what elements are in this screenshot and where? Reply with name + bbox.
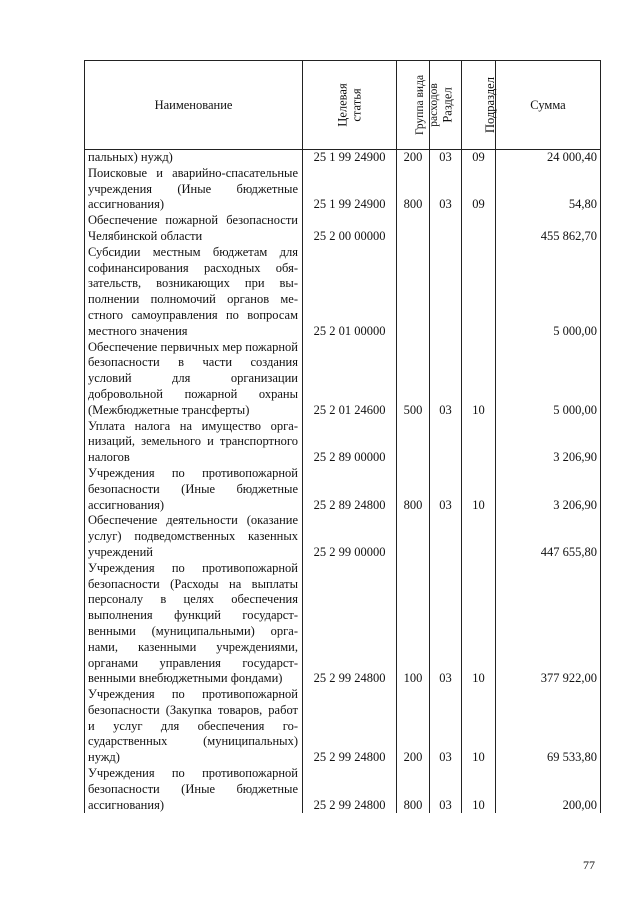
row-name: Обеспечение деятельности (оказание услуг) подведомственных казенных учреждений bbox=[85, 513, 303, 560]
row-group: 500 bbox=[397, 340, 430, 419]
header-group-line1: Группа вида bbox=[414, 74, 427, 136]
header-group-text bbox=[413, 75, 441, 135]
header-name bbox=[85, 61, 303, 150]
table-row bbox=[85, 245, 601, 340]
row-section: 03 bbox=[430, 766, 462, 813]
table-header bbox=[85, 61, 601, 150]
row-section bbox=[430, 513, 462, 560]
row-name: Поисковые и аварийно-спасательные учреждения (Иные бюджетные ассигнования) bbox=[85, 166, 303, 213]
row-name: Учреждения по противопожарной безопасности (Закупка товаров, работ и услуг для обеспечения государственных (муниципальных) нужд) bbox=[85, 687, 303, 766]
header-target-line2: статья bbox=[349, 87, 364, 122]
row-target-code: 25 1 99 24900 bbox=[303, 150, 397, 166]
row-subsection: 10 bbox=[462, 466, 496, 513]
row-section: 03 bbox=[430, 340, 462, 419]
row-target-code: 25 2 99 24800 bbox=[303, 561, 397, 687]
header-subsection-text: Подраздел bbox=[482, 76, 497, 133]
budget-table-container bbox=[84, 60, 600, 813]
row-target-code: 25 2 01 24600 bbox=[303, 340, 397, 419]
row-sum: 69 533,80 bbox=[496, 687, 601, 766]
header-sum bbox=[496, 61, 601, 150]
header-group bbox=[397, 61, 441, 150]
row-subsection: 10 bbox=[462, 766, 496, 813]
row-sum: 54,80 bbox=[496, 166, 601, 213]
row-name: Субсидии местным бюджетам для софинансирования расходных обязательств, возникающих при выполнении полномочий органов местного самоуправления по вопросам местного значения bbox=[85, 245, 303, 340]
row-target-code: 25 2 89 24800 bbox=[303, 466, 397, 513]
table-row bbox=[85, 687, 601, 766]
table-row bbox=[85, 766, 601, 813]
row-target-code: 25 1 99 24900 bbox=[303, 166, 397, 213]
row-sum: 24 000,40 bbox=[496, 150, 601, 166]
row-sum: 200,00 bbox=[496, 766, 601, 813]
row-section: 03 bbox=[430, 166, 462, 213]
row-group bbox=[397, 213, 430, 245]
row-subsection: 09 bbox=[462, 150, 496, 166]
row-target-code: 25 2 01 00000 bbox=[303, 245, 397, 340]
header-subsection bbox=[462, 61, 496, 150]
row-section: 03 bbox=[430, 466, 462, 513]
header-group-line2: расходов bbox=[428, 83, 441, 127]
row-group: 800 bbox=[397, 466, 430, 513]
row-group: 800 bbox=[397, 766, 430, 813]
row-name: Обеспечение первичных мер пожарной безопасности в части создания условий для организации добровольной пожарной охраны (Межбюджетные трансферты) bbox=[85, 340, 303, 419]
row-group: 200 bbox=[397, 150, 430, 166]
row-section bbox=[430, 213, 462, 245]
table-row bbox=[85, 213, 601, 245]
row-section bbox=[430, 419, 462, 466]
row-subsection bbox=[462, 213, 496, 245]
row-group bbox=[397, 245, 430, 340]
row-sum: 455 862,70 bbox=[496, 213, 601, 245]
table-row bbox=[85, 419, 601, 466]
row-section bbox=[430, 245, 462, 340]
row-subsection bbox=[462, 513, 496, 560]
row-sum: 5 000,00 bbox=[496, 245, 601, 340]
row-name: Учреждения по противопожарной безопасности (Расходы на выплаты персоналу в целях обеспечения выполнения функций государственными (муниципальными) органами, казенными учреждениями, органами управления государственными внебюджетными фондами) bbox=[85, 561, 303, 687]
table-row bbox=[85, 166, 601, 213]
row-subsection: 10 bbox=[462, 340, 496, 419]
table-row bbox=[85, 561, 601, 687]
row-subsection bbox=[462, 419, 496, 466]
row-subsection bbox=[462, 245, 496, 340]
row-group bbox=[397, 419, 430, 466]
row-name: пальных) нужд) bbox=[85, 150, 303, 166]
header-name-text: Наименование bbox=[154, 97, 233, 112]
row-group: 200 bbox=[397, 687, 430, 766]
row-section: 03 bbox=[430, 561, 462, 687]
header-target bbox=[303, 61, 397, 150]
row-group: 800 bbox=[397, 166, 430, 213]
row-sum: 3 206,90 bbox=[496, 466, 601, 513]
row-name: Обеспечение пожарной безопасности Челябинской области bbox=[85, 213, 303, 245]
row-sum: 3 206,90 bbox=[496, 419, 601, 466]
row-name: Учреждения по противопожарной безопасности (Иные бюджетные ассигнования) bbox=[85, 766, 303, 813]
header-sum-text: Сумма bbox=[530, 97, 566, 112]
budget-table bbox=[84, 60, 601, 813]
header-target-text bbox=[336, 83, 364, 126]
row-section: 03 bbox=[430, 150, 462, 166]
row-target-code: 25 2 99 00000 bbox=[303, 513, 397, 560]
row-subsection: 10 bbox=[462, 561, 496, 687]
row-section: 03 bbox=[430, 687, 462, 766]
table-row bbox=[85, 513, 601, 560]
row-subsection: 09 bbox=[462, 166, 496, 213]
row-subsection: 10 bbox=[462, 687, 496, 766]
row-sum: 5 000,00 bbox=[496, 340, 601, 419]
row-group: 100 bbox=[397, 561, 430, 687]
table-row bbox=[85, 150, 601, 166]
row-sum: 377 922,00 bbox=[496, 561, 601, 687]
page-number: 77 bbox=[583, 858, 595, 872]
table-row bbox=[85, 340, 601, 419]
row-target-code: 25 2 89 00000 bbox=[303, 419, 397, 466]
row-target-code: 25 2 00 00000 bbox=[303, 213, 397, 245]
table-body bbox=[85, 150, 601, 814]
table-row bbox=[85, 466, 601, 513]
row-name: Уплата налога на имущество организаций, земельного и транспортного налогов bbox=[85, 419, 303, 466]
header-section-text: Раздел bbox=[440, 86, 455, 123]
header-target-line1: Целевая bbox=[335, 82, 350, 127]
row-sum: 447 655,80 bbox=[496, 513, 601, 560]
row-name: Учреждения по противопожарной безопасности (Иные бюджетные ассигнования) bbox=[85, 466, 303, 513]
row-target-code: 25 2 99 24800 bbox=[303, 687, 397, 766]
row-group bbox=[397, 513, 430, 560]
row-target-code: 25 2 99 24800 bbox=[303, 766, 397, 813]
